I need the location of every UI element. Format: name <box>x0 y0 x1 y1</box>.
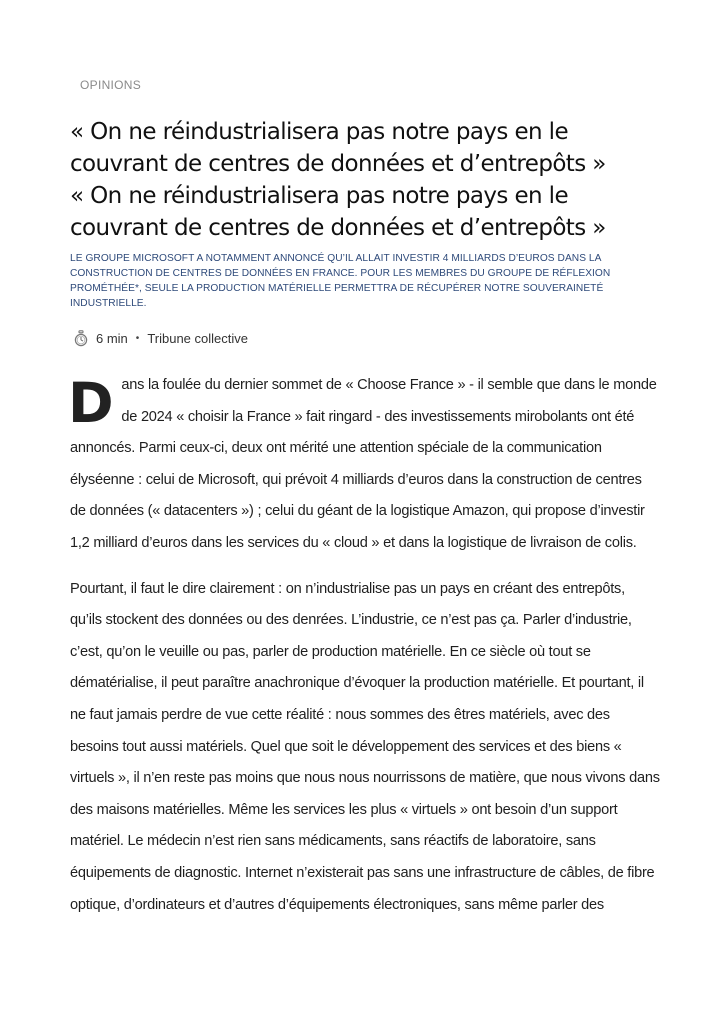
paragraph-text: ans la foulée du dernier sommet de « Choose France » - il semble que dans le monde de 2024 « choisir la France » fait ringard - des investissements mirobolants ont été annoncés. Parmi ceux-ci, deux ont mérité une attention spéciale de la communication élyséenne : celui de Microsoft, qui prévoit 4 milliards d’euros dans la construction de centres de données (« datacenters ») ; celui du géant de la logistique Amazon, qui propose d’investir 1,2 milliard d’euros dans les services du « cloud » et dans la logistique de livraison de colis. <box>70 377 657 551</box>
article-lead: LE GROUPE MICROSOFT A NOTAMMENT ANNONCÉ QU’IL ALLAIT INVESTIR 4 MILLIARDS D’EUROS DANS LA CONSTRUCTION DE CENTRES DE DONNÉES EN FRANCE. POUR LES MEMBRES DU GROUPE DE RÉFLEXION PROMÉTHÉE*, SEULE LA PRODUCTION MATÉRIELLE PERMETTRA DE RÉCUPÉRER NOTRE SOUVERAINETÉ INDUSTRIELLE. <box>70 253 611 309</box>
article-title-repeat: « On ne réindustrialisera pas notre pays en le couvrant de centres de données et d’entrepôts » <box>70 183 606 241</box>
article-meta <box>74 330 248 347</box>
stopwatch-icon <box>74 330 88 347</box>
read-time: 6 min <box>96 331 128 346</box>
drop-cap: D <box>68 371 114 435</box>
paragraph <box>70 370 660 560</box>
category-label[interactable]: OPINIONS <box>80 78 142 92</box>
meta-separator: • <box>135 333 140 344</box>
author[interactable]: Tribune collective <box>147 331 248 346</box>
article-body <box>70 370 660 935</box>
article-title: « On ne réindustrialisera pas notre pays en le couvrant de centres de données et d’entrepôts » <box>70 119 606 177</box>
paragraph: Pourtant, il faut le dire clairement : on n’industrialise pas un pays en créant des entrepôts, qu’ils stockent des données ou des denrées. L’industrie, ce n’est pas ça. Parler d’industrie, c’est, qu’on le veuille ou pas, parler de production matérielle. En ce siècle où tout se dématérialise, il peut paraître anachronique d’évoquer la production matérielle. Et pourtant, il ne faut jamais perdre de vue cette réalité : nous sommes des êtres matériels, avec des besoins tout aussi matériels. Quel que soit le développement des services et des biens « virtuels », il n’en reste pas moins que nous nous nourrissons de matière, que nous vivons dans des maisons matérielles. Même les services les plus « virtuels » ont besoin d’un support matériel. Le médecin n’est rien sans médicaments, sans réactifs de laboratoire, sans équipements de diagnostic. Internet n’existerait pas sans une infrastructure de câbles, de fibre optique, d’ordinateurs et d’autres d’équipements électroniques, sans même parler des <box>70 580 660 913</box>
